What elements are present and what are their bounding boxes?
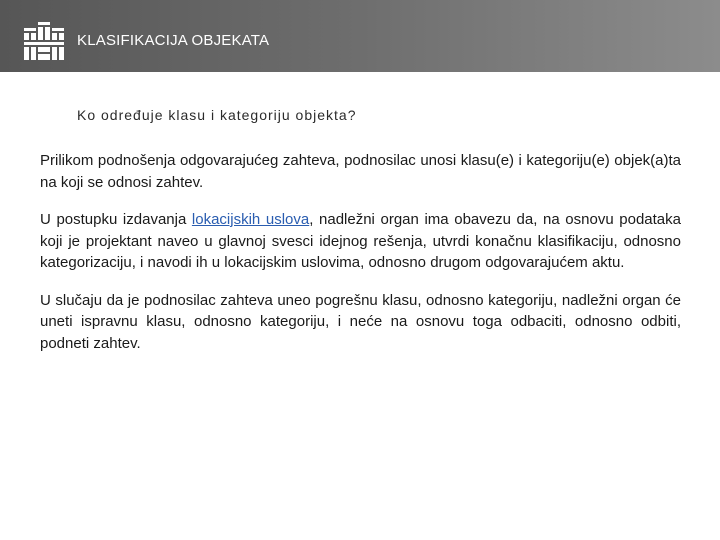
paragraph-1: Prilikom podnošenja odgovarajućeg zahteva, podnosilac unosi klasu(e) i kategoriju(e) objek(a)ta na koji se odnosi zahtev.	[40, 152, 681, 191]
page-title: KLASIFIKACIJA OBJEKATA	[77, 32, 270, 49]
building-logo-icon	[24, 22, 64, 60]
location-conditions-link[interactable]: lokacijskih uslova	[191, 211, 310, 228]
paragraph-3: U slučaju da je podnosilac zahteva uneo pogrešnu klasu, odnosno kategoriju, nadležni organ će uneti ispravnu klasu, odnosno kategoriju, i neće na osnovu toga odbaciti, odnosno odbiti, podneti zahtev.	[40, 291, 681, 352]
paragraph-2-start: U postupku izdavanja	[40, 211, 192, 228]
body-text	[40, 150, 681, 370]
paragraph-2	[40, 209, 681, 274]
slide-header	[0, 0, 720, 72]
slide-subtitle: Ko određuje klasu i kategoriju objekta?	[77, 107, 357, 123]
paragraph-2-end: , nadležni organ ima obavezu da, na osnovu podataka koji je projektant naveo u glavnoj svesci idejnog rešenja, utvrdi konačnu klasifikaciju, odnosno kategorizaciju, i navodi ih u lokacijskim uslovima, odnosno drugom odgovarajućem aktu.	[40, 211, 681, 271]
